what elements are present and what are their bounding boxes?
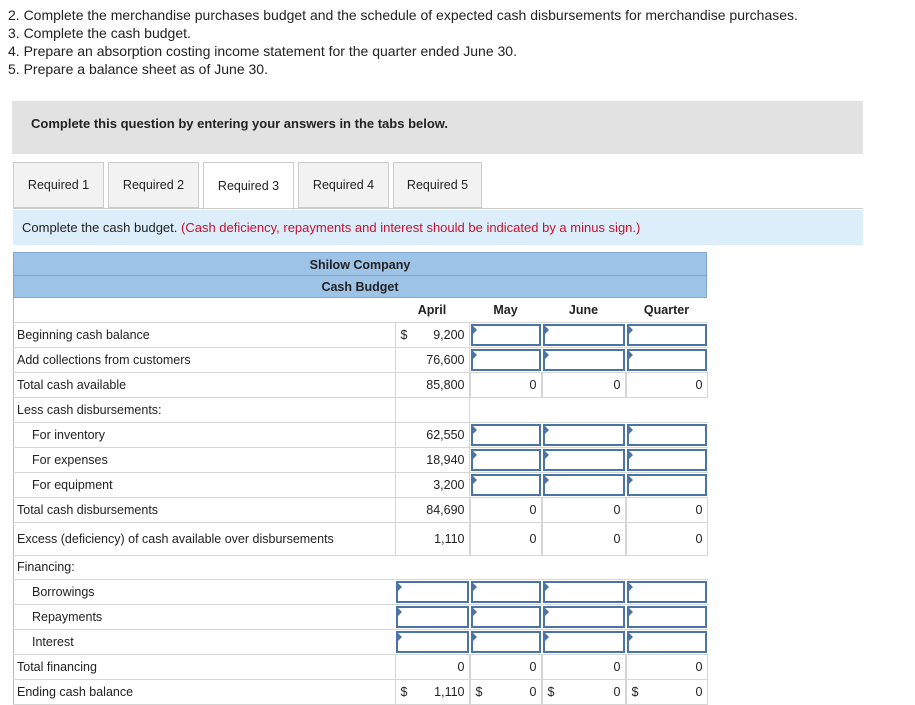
instructions-banner bbox=[12, 101, 863, 154]
june-inventory-input[interactable] bbox=[543, 424, 625, 446]
row-expenses bbox=[14, 447, 708, 472]
cell-value: 0 bbox=[529, 377, 537, 392]
row-label: Interest bbox=[14, 629, 395, 654]
tab-required-2[interactable]: Required 2 bbox=[108, 162, 199, 208]
row-total-disbursements bbox=[14, 497, 708, 522]
cell-value: 0 bbox=[613, 659, 621, 674]
cell-value: 1,110 bbox=[434, 684, 465, 699]
cell-value: 0 bbox=[613, 377, 621, 392]
cell-value: 3,200 bbox=[433, 477, 465, 492]
row-label: Ending cash balance bbox=[14, 679, 395, 704]
col-quarter: Quarter bbox=[626, 298, 708, 322]
row-label: Excess (deficiency) of cash available over disbursements bbox=[14, 522, 395, 555]
quarter-repayments-input[interactable] bbox=[627, 606, 707, 628]
sheet-title: Cash Budget bbox=[13, 276, 707, 298]
quarter-interest-input[interactable] bbox=[627, 631, 707, 653]
cell-value: 0 bbox=[529, 531, 537, 546]
col-june: June bbox=[542, 298, 626, 322]
cell-value: 0 bbox=[695, 502, 703, 517]
tab-required-3[interactable]: Required 3 bbox=[203, 162, 294, 210]
tab-required-5[interactable]: Required 5 bbox=[393, 162, 482, 208]
row-repayments bbox=[14, 604, 708, 629]
currency-symbol: $ bbox=[631, 684, 639, 699]
cell-value: 0 bbox=[529, 659, 537, 674]
row-collections bbox=[14, 347, 708, 372]
currency-symbol: $ bbox=[400, 327, 408, 342]
row-ending-cash bbox=[14, 679, 708, 704]
cell-value: 84,690 bbox=[426, 502, 465, 517]
may-collections-input[interactable] bbox=[471, 349, 541, 371]
row-label: For expenses bbox=[14, 447, 395, 472]
cell-value: 62,550 bbox=[426, 427, 465, 442]
instructions bbox=[8, 6, 798, 78]
instruction-4: 4. Prepare an absorption costing income statement for the quarter ended June 30. bbox=[8, 43, 517, 59]
cell-value: 0 bbox=[529, 502, 537, 517]
cell-value: 18,940 bbox=[426, 452, 465, 467]
task-note: (Cash deficiency, repayments and interest should be indicated by a minus sign.) bbox=[181, 220, 641, 235]
currency-symbol: $ bbox=[400, 684, 408, 699]
row-total-cash bbox=[14, 372, 708, 397]
row-total-financing bbox=[14, 654, 708, 679]
tab-divider bbox=[13, 208, 863, 209]
cell-value: 0 bbox=[695, 659, 703, 674]
cell-value: 9,200 bbox=[433, 327, 465, 342]
quarter-inventory-input[interactable] bbox=[627, 424, 707, 446]
june-equipment-input[interactable] bbox=[543, 474, 625, 496]
april-repayments-input[interactable] bbox=[396, 606, 469, 628]
may-interest-input[interactable] bbox=[471, 631, 541, 653]
row-less-disbursements bbox=[14, 397, 708, 422]
quarter-collections-input[interactable] bbox=[627, 349, 707, 371]
cell-value: 85,800 bbox=[426, 377, 465, 392]
cell-value: 0 bbox=[529, 684, 537, 699]
company-name: Shilow Company bbox=[13, 252, 707, 276]
row-label: Beginning cash balance bbox=[14, 322, 395, 347]
task-instruction-bar bbox=[13, 210, 863, 245]
cell-value: 0 bbox=[695, 684, 703, 699]
cell-value: 1,110 bbox=[434, 531, 465, 546]
cell-value: 0 bbox=[695, 531, 703, 546]
task-main-text: Complete the cash budget. bbox=[22, 220, 178, 235]
task-instruction bbox=[22, 220, 640, 235]
col-may: May bbox=[470, 298, 542, 322]
row-label: For inventory bbox=[14, 422, 395, 447]
may-beginning-cash-input[interactable] bbox=[471, 324, 541, 346]
instruction-3: 3. Complete the cash budget. bbox=[8, 25, 191, 41]
cell-value: 0 bbox=[613, 531, 621, 546]
currency-symbol: $ bbox=[547, 684, 555, 699]
tab-bar bbox=[13, 162, 486, 208]
tab-required-1[interactable]: Required 1 bbox=[13, 162, 104, 208]
cell-value: 0 bbox=[457, 659, 465, 674]
row-label: Less cash disbursements: bbox=[14, 397, 395, 422]
row-label: Borrowings bbox=[14, 579, 395, 604]
may-inventory-input[interactable] bbox=[471, 424, 541, 446]
june-interest-input[interactable] bbox=[543, 631, 625, 653]
row-label: For equipment bbox=[14, 472, 395, 497]
cell-value: 0 bbox=[695, 377, 703, 392]
june-beginning-cash-input[interactable] bbox=[543, 324, 625, 346]
june-repayments-input[interactable] bbox=[543, 606, 625, 628]
cash-budget-worksheet bbox=[13, 252, 707, 705]
quarter-expenses-input[interactable] bbox=[627, 449, 707, 471]
cell-value: 76,600 bbox=[426, 352, 465, 367]
instruction-2: 2. Complete the merchandise purchases budget and the schedule of expected cash disbursements for merchandise purchases. bbox=[8, 7, 798, 23]
april-borrowings-input[interactable] bbox=[396, 581, 469, 603]
row-label: Total cash disbursements bbox=[14, 497, 395, 522]
row-inventory bbox=[14, 422, 708, 447]
row-borrowings bbox=[14, 579, 708, 604]
row-financing-heading bbox=[14, 555, 708, 579]
column-header-row bbox=[14, 298, 708, 322]
instruction-5: 5. Prepare a balance sheet as of June 30. bbox=[8, 61, 268, 77]
may-expenses-input[interactable] bbox=[471, 449, 541, 471]
currency-symbol: $ bbox=[475, 684, 483, 699]
june-expenses-input[interactable] bbox=[543, 449, 625, 471]
col-april: April bbox=[395, 298, 470, 322]
row-equipment bbox=[14, 472, 708, 497]
row-excess bbox=[14, 522, 708, 555]
tab-required-4[interactable]: Required 4 bbox=[298, 162, 389, 208]
row-label: Total cash available bbox=[14, 372, 395, 397]
banner-text: Complete this question by entering your answers in the tabs below. bbox=[31, 116, 449, 131]
row-label: Financing: bbox=[14, 555, 395, 579]
row-label: Repayments bbox=[14, 604, 395, 629]
row-interest bbox=[14, 629, 708, 654]
quarter-borrowings-input[interactable] bbox=[627, 581, 707, 603]
june-borrowings-input[interactable] bbox=[543, 581, 625, 603]
may-repayments-input[interactable] bbox=[471, 606, 541, 628]
june-collections-input[interactable] bbox=[543, 349, 625, 371]
row-beginning-cash bbox=[14, 322, 708, 347]
quarter-beginning-cash-input[interactable] bbox=[627, 324, 707, 346]
may-borrowings-input[interactable] bbox=[471, 581, 541, 603]
row-label: Add collections from customers bbox=[14, 347, 395, 372]
may-equipment-input[interactable] bbox=[471, 474, 541, 496]
cash-budget-table bbox=[13, 298, 708, 705]
quarter-equipment-input[interactable] bbox=[627, 474, 707, 496]
cell-value: 0 bbox=[613, 502, 621, 517]
april-interest-input[interactable] bbox=[396, 631, 469, 653]
row-label: Total financing bbox=[14, 654, 395, 679]
cell-value: 0 bbox=[613, 684, 621, 699]
